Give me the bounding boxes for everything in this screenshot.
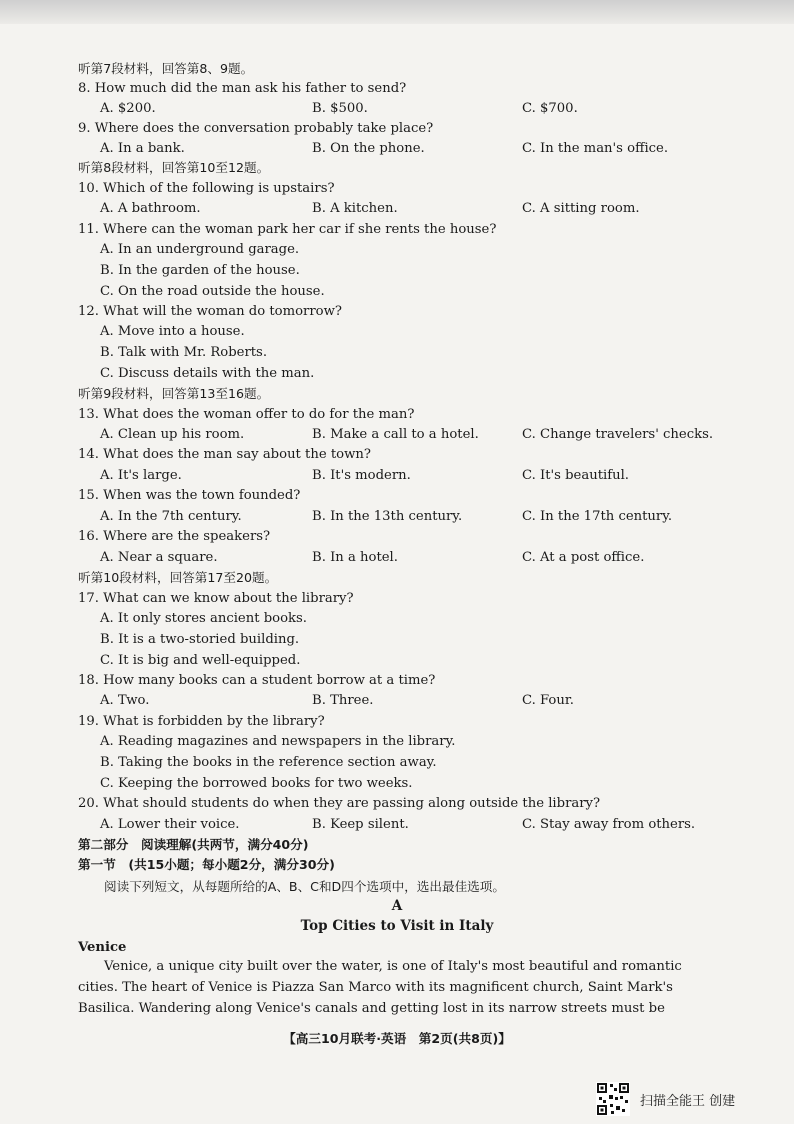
option: C. In the man's office. <box>522 141 669 156</box>
question-16: 16. Where are the speakers? <box>78 529 271 544</box>
question-18: 18. How many books can a student borrow at a time? <box>78 673 436 688</box>
option: A. A bathroom. <box>100 201 201 216</box>
question-8: 8. How much did the man ask his father to send? <box>78 81 407 96</box>
option: C. A sitting room. <box>522 201 640 216</box>
option: C. Change travelers' checks. <box>522 427 714 442</box>
option: B. Make a call to a hotel. <box>312 427 479 442</box>
option: A. Lower their voice. <box>100 817 240 832</box>
question-11: 11. Where can the woman park her car if she rents the house? <box>78 222 497 237</box>
passage-line-1: Venice, a unique city built over the water, is one of Italy's most beautiful and romantic <box>104 959 682 974</box>
question-13: 13. What does the woman offer to do for the man? <box>78 407 415 422</box>
section-heading-8: 听第8段材料，回答第10至12题。 <box>78 160 270 175</box>
option: C. Discuss details with the man. <box>100 366 315 381</box>
option: B. Taking the books in the reference section away. <box>100 755 437 770</box>
part2-heading: 第二部分 阅读理解(共两节，满分40分) <box>78 837 309 852</box>
option: A. Reading magazines and newspapers in the library. <box>100 734 456 749</box>
option: A. $200. <box>100 101 156 116</box>
option: B. Keep silent. <box>312 817 409 832</box>
question-9: 9. Where does the conversation probably take place? <box>78 121 434 136</box>
option: B. $500. <box>312 101 368 116</box>
passage-subhead: Venice <box>78 940 127 955</box>
passage-letter: A <box>391 898 403 914</box>
option: C. On the road outside the house. <box>100 284 325 299</box>
option: C. At a post office. <box>522 550 645 565</box>
option: B. In the garden of the house. <box>100 263 300 278</box>
option: B. It is a two-storied building. <box>100 632 300 647</box>
section-heading-7: 听第7段材料，回答第8、9题。 <box>78 61 254 76</box>
passage-line-2: cities. The heart of Venice is Piazza San Marco with its magnificent church, Saint Mark's <box>78 980 673 995</box>
option: C. $700. <box>522 101 578 116</box>
option: B. It's modern. <box>312 468 411 483</box>
question-17: 17. What can we know about the library? <box>78 591 354 606</box>
option: B. In the 13th century. <box>312 509 463 524</box>
question-20: 20. What should students do when they are passing along outside the library? <box>78 796 601 811</box>
option: A. It's large. <box>100 468 182 483</box>
page-footer: 【高三10月联考·英语 第2页(共8页)】 <box>283 1031 511 1046</box>
option: B. In a hotel. <box>312 550 398 565</box>
section-heading-10: 听第10段材料，回答第17至20题。 <box>78 570 278 585</box>
option: A. It only stores ancient books. <box>100 611 307 626</box>
option: B. Three. <box>312 693 374 708</box>
question-10: 10. Which of the following is upstairs? <box>78 181 335 196</box>
section-heading-9: 听第9段材料，回答第13至16题。 <box>78 386 270 401</box>
option: B. Talk with Mr. Roberts. <box>100 345 268 360</box>
option: B. On the phone. <box>312 141 425 156</box>
section1-heading: 第一节 (共15小题；每小题2分，满分30分) <box>78 857 335 872</box>
option: C. Stay away from others. <box>522 817 696 832</box>
option: C. Keeping the borrowed books for two weeks. <box>100 776 413 791</box>
question-19: 19. What is forbidden by the library? <box>78 714 325 729</box>
option: A. Move into a house. <box>100 324 245 339</box>
passage-line-3: Basilica. Wandering along Venice's canals and getting lost in its narrow streets must be <box>78 1001 665 1016</box>
option: C. It's beautiful. <box>522 468 629 483</box>
scanner-watermark: 扫描全能王 创建 <box>640 1094 736 1109</box>
option: A. In a bank. <box>100 141 185 156</box>
reading-instruction: 阅读下列短文，从每题所给的A、B、C和D四个选项中，选出最佳选项。 <box>104 879 505 894</box>
question-12: 12. What will the woman do tomorrow? <box>78 304 342 319</box>
option: B. A kitchen. <box>312 201 398 216</box>
option: A. In the 7th century. <box>100 509 242 524</box>
option: C. In the 17th century. <box>522 509 673 524</box>
option: A. Near a square. <box>100 550 218 565</box>
option: C. It is big and well-equipped. <box>100 653 301 668</box>
question-14: 14. What does the man say about the town? <box>78 447 371 462</box>
option: A. In an underground garage. <box>100 242 300 257</box>
option: A. Two. <box>100 693 150 708</box>
question-15: 15. When was the town founded? <box>78 488 301 503</box>
option: A. Clean up his room. <box>100 427 245 442</box>
passage-title: Top Cities to Visit in Italy <box>300 918 494 934</box>
option: C. Four. <box>522 693 574 708</box>
qr-code-icon <box>596 1082 630 1116</box>
